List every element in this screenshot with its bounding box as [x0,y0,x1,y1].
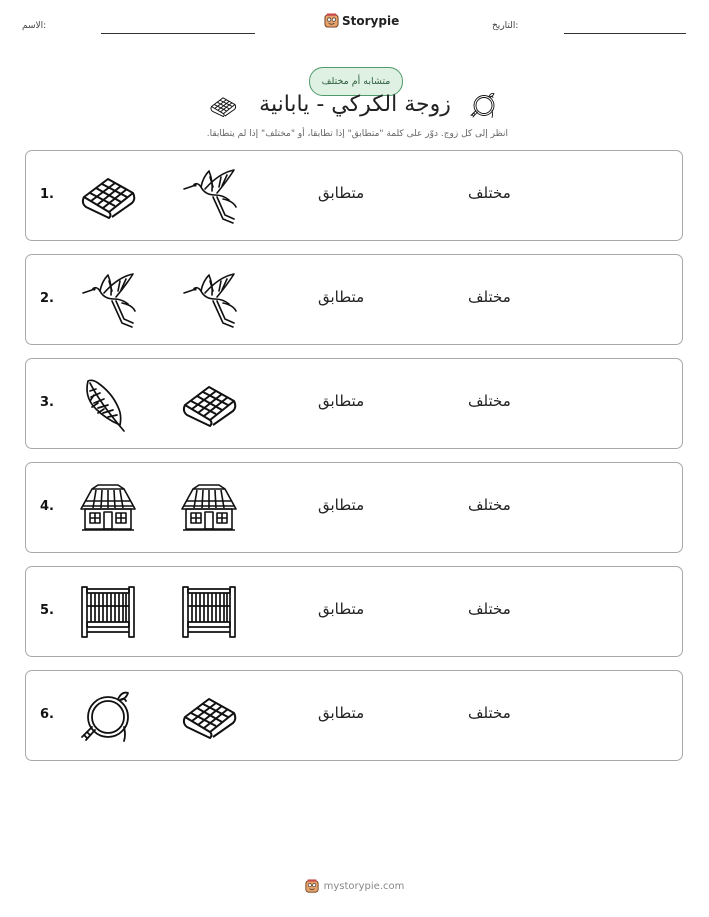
footer [0,879,709,893]
question-row-2 [25,254,683,345]
different-option[interactable]: مختلف [468,288,511,306]
brand-name: Storypie [342,13,400,28]
brand-logo [324,13,399,28]
same-option[interactable]: متطابق [318,392,365,410]
feather-icon [78,375,138,433]
different-option[interactable]: مختلف [468,496,511,514]
crane-icon [179,271,239,329]
same-option[interactable]: متطابق [318,704,365,722]
question-row-4 [25,462,683,553]
hut-icon [179,479,239,537]
different-option[interactable]: مختلف [468,600,511,618]
question-row-1 [25,150,683,241]
rope-icon [469,90,499,120]
same-option[interactable]: متطابق [318,288,365,306]
different-option[interactable]: مختلف [468,184,511,202]
question-row-6 [25,670,683,761]
question-number: 1. [40,187,54,202]
instructions: انظر إلى كل زوج. دوّر على كلمة "متطابق" إذا تطابقا، أو "مختلف" إذا لم يتطابقا. [206,129,508,139]
question-number: 3. [40,395,54,410]
different-option[interactable]: مختلف [468,392,511,410]
different-option[interactable]: مختلف [468,704,511,722]
question-row-5 [25,566,683,657]
loom-icon [179,583,239,641]
loom-icon [78,583,138,641]
mascot-icon [305,879,319,893]
quilt-icon [179,375,239,433]
mascot-icon [324,13,339,28]
quilt-icon [179,687,239,745]
quilt-icon [78,167,138,225]
question-number: 6. [40,707,54,722]
same-option[interactable]: متطابق [318,496,365,514]
page-title: زوجة الكركي - يابانية [259,92,451,117]
crane-icon [78,271,138,329]
question-row-3 [25,358,683,449]
same-option[interactable]: متطابق [318,184,365,202]
date-line[interactable] [564,33,686,34]
question-number: 5. [40,603,54,618]
same-option[interactable]: متطابق [318,600,365,618]
footer-url[interactable]: mystorypie.com [323,880,405,892]
name-line[interactable] [101,33,255,34]
rope-icon [78,687,138,745]
quilt-icon [208,94,238,118]
date-label: التاريخ: [492,21,519,31]
hut-icon [78,479,138,537]
name-label: الاسم: [22,21,47,31]
question-number: 2. [40,291,54,306]
question-number: 4. [40,499,54,514]
activity-badge: متشابه أم مختلف [309,67,403,96]
crane-icon [179,167,239,225]
